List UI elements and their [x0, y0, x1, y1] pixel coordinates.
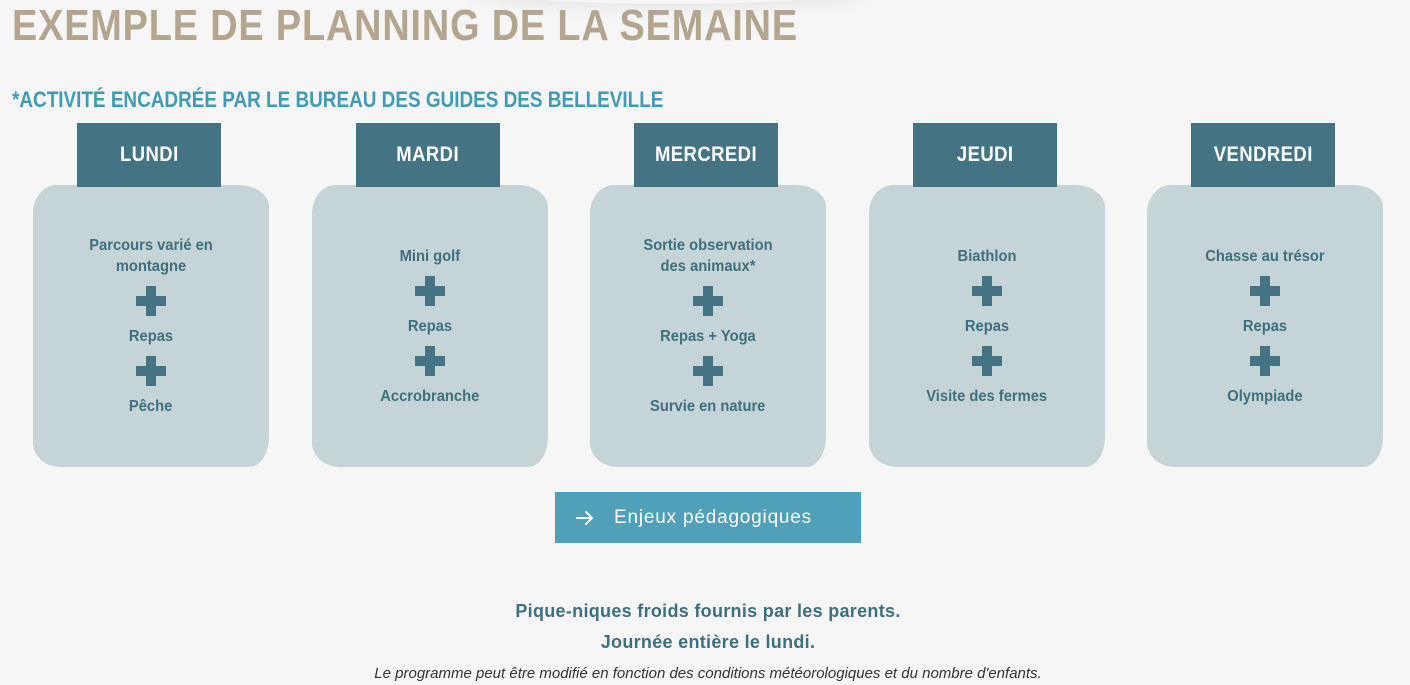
activity-item: Pêche: [129, 398, 173, 415]
activity-item: Repas: [407, 317, 453, 335]
activity-item: Repas: [1242, 317, 1288, 335]
day-column-lundi: [33, 123, 269, 468]
footer-disclaimer: Le programme peut être modifié en fonction des conditions météorologiques et du nombre d'enfants.: [374, 665, 1042, 682]
activity-item: Repas: [964, 317, 1010, 335]
activity-item: Sortie observation des animaux*: [643, 237, 773, 275]
enjeux-pedagogiques-button[interactable]: [555, 492, 861, 543]
activity-item: Mini golf: [399, 247, 461, 265]
plus-icon: [1250, 346, 1280, 376]
plus-icon: [136, 286, 166, 316]
day-column-vendredi: [1147, 123, 1383, 468]
arrow-right-icon: [575, 508, 595, 528]
day-column-jeudi: [869, 123, 1105, 468]
day-activities: [869, 185, 1105, 467]
activity-item: Accrobranche: [380, 387, 480, 405]
activity-item: Survie en nature: [650, 398, 766, 415]
activity-item: Biathlon: [957, 247, 1017, 265]
page-title: EXEMPLE DE PLANNING DE LA SEMAINE: [12, 1, 798, 50]
plus-icon: [415, 346, 445, 376]
activity-item: Parcours varié en montagne: [89, 237, 213, 275]
day-activities: [590, 185, 826, 467]
activity-item: Visite des fermes: [926, 387, 1048, 405]
plus-icon: [136, 356, 166, 386]
button-label: Enjeux pédagogiques: [614, 506, 812, 528]
plus-icon: [972, 346, 1002, 376]
plus-icon: [1250, 276, 1280, 306]
day-header: MARDI: [356, 123, 500, 187]
day-header: JEUDI: [913, 123, 1057, 187]
activity-item: Repas: [128, 328, 174, 345]
footer-picnic-info: Pique-niques froids fournis par les parents.: [515, 601, 901, 621]
day-header: VENDREDI: [1191, 123, 1335, 187]
activity-item: Olympiade: [1227, 387, 1303, 405]
day-header: MERCREDI: [634, 123, 778, 187]
plus-icon: [693, 286, 723, 316]
day-activities: [312, 185, 548, 467]
plus-icon: [693, 356, 723, 386]
day-column-mercredi: [590, 123, 826, 468]
footer-full-day-info: Journée entière le lundi.: [600, 632, 816, 652]
guide-note-subtitle: *ACTIVITÉ ENCADRÉE PAR LE BUREAU DES GUIDES DES BELLEVILLE: [12, 87, 664, 112]
day-column-mardi: [312, 123, 548, 468]
plus-icon: [415, 276, 445, 306]
day-header: LUNDI: [77, 123, 221, 187]
activity-item: Repas + Yoga: [660, 328, 756, 345]
day-activities: [33, 185, 269, 467]
activity-item: Chasse au trésor: [1205, 247, 1325, 265]
plus-icon: [972, 276, 1002, 306]
day-activities: [1147, 185, 1383, 467]
